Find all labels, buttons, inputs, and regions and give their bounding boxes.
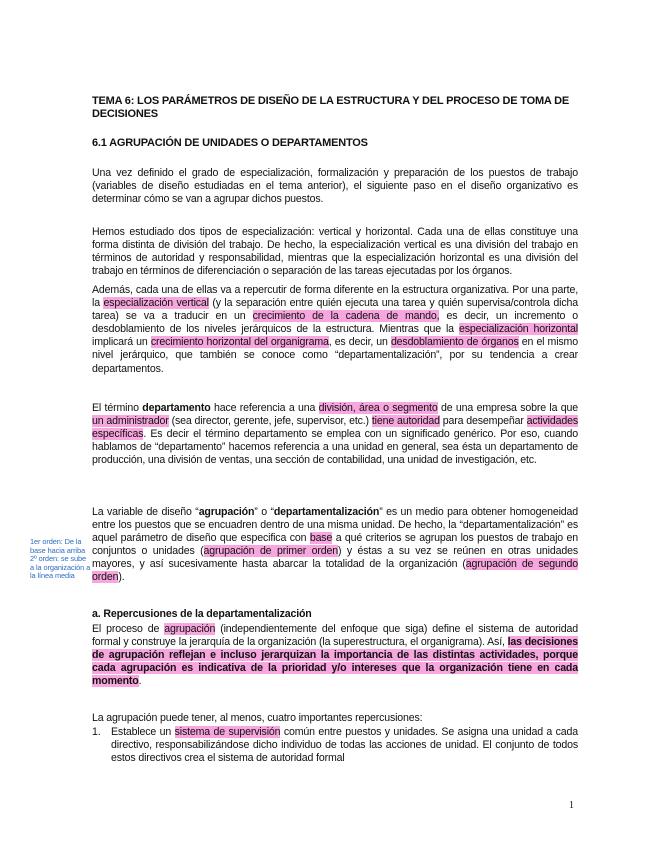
highlight: desdoblamiento de órganos [390,336,519,349]
paragraph-agrupacion [92,506,578,585]
list-number: 1. [92,726,101,738]
paragraph-departamento [92,402,578,467]
highlight: tiene autoridad [371,415,440,428]
page-number: 1 [569,800,574,811]
highlight-bold: las decisiones de agrupación reflejan e incluso jerarquizan la importancia de las distintas actividades, porque cada agrupación es indicativa de la prioridad y/o intereses que la organización tiene en cada momento [92,636,578,688]
text: . [138,675,142,688]
section-heading: 6.1 AGRUPACIÓN DE UNIDADES O DEPARTAMENTOS [92,137,368,149]
highlight: actividades específicas [92,415,578,441]
text: hace referencia a una [210,402,319,414]
bold-term: departamento [142,402,211,414]
bold-term: agrupación [198,506,255,518]
text: común entre puestos y unidades. Se asigna una unidad a cada directivo, responsabilizándose dicho individuo de todas las acciones de unidad. El conjunto de todos estos directivos crea el sistema de autoridad formal [111,726,578,765]
list-item [92,726,578,765]
subsection-heading: a. Repercusiones de la departamentalización [92,608,312,620]
highlight: especialización horizontal [458,323,578,336]
text: en el mismo nivel jerárquico, que también se conoce como “departamentalización”, por su tendencia a crear departamentos. [92,336,578,375]
text: . Es decir el término departamento se emplea con un significado genérico. Por eso, cuando hablamos de “departamento” hacemos referencia a una unidad en general, sea ésta un departamento de producción, una división de ventas, una sección de contabilidad, una unidad de investigación, etc. [92,428,578,467]
highlight: agrupación de primer orden [203,545,338,558]
highlight: especialización vertical [103,297,209,310]
paragraph-especializacion: Hemos estudiado dos tipos de especialización: vertical y horizontal. Cada una de ellas constituye una forma distinta de división del trabajo. De hecho, la especialización vertical es una división del trabajo en términos de autoridad y responsabilidad, mientras que la especialización horizontal es una división del trabajo en términos de diferenciación o separación de las tareas ejecutadas por los órganos. [92,226,578,278]
highlight: crecimiento horizontal del organigrama [150,336,329,349]
text: , es decir, un [328,336,391,349]
text: El término [92,402,143,414]
highlight: sistema de supervisión [174,726,281,738]
paragraph-repercusion [92,284,578,376]
margin-annotation: 1er orden: De la base hacia arriba 2º orden: se sube a la organización a la línea media [30,537,91,581]
text: es decir, un incremento o desdoblamiento de los niveles jerárquicos de la estructura. Mientras que la [92,310,579,336]
text: de una empresa sobre la que [437,402,578,414]
text: (y la separación entre quién ejecuta una tarea y quién supervisa/controla dicha tarea) se va a traducir en un [92,297,578,323]
text: para desempeñar [439,415,527,428]
text: Establece un [111,726,175,738]
bold-term: departamentalización [273,506,380,518]
text: ” o “ [254,506,274,518]
text: ” es un medio para obtener homogeneidad entre los puestos que se encuadren dentro de una misma unidad. De hecho, la “departamentalización” es aquel parámetro de diseño que especifica con [92,506,578,545]
highlight: división, área o segmento [318,402,438,414]
text: (independientemente del enfoque que siga) define el sistema de autoridad formal y construye la jerarquía de la organización (la superestructura, el organigrama). Así, [92,623,578,649]
highlight: base [309,532,333,545]
highlight: agrupación de segundo orden [92,558,579,584]
text: a qué criterios se agrupan los puestos de trabajo en conjuntos o unidades ( [92,532,579,558]
highlight: crecimiento de la cadena de mando, [252,310,440,323]
text: ). [118,571,125,584]
text: ) y éstas a su vez se reúnen en otras unidades mayores, y así sucesivamente hasta abarcar la totalidad de la organización ( [92,545,578,571]
paragraph-intro: Una vez definido el grado de especialización, formalización y preparación de los puestos de trabajo (variables de diseño estudiadas en el tema anterior), el siguiente paso en el diseño organizativo es determinar cómo se van a agrupar dichos puestos. [92,167,578,206]
text: (sea director, gerente, jefe, supervisor, etc.) [168,415,372,428]
highlight: agrupación [164,623,216,635]
paragraph-repercusiones-intro: La agrupación puede tener, al menos, cuatro importantes repercusiones: [92,712,423,724]
text: implicará un [92,336,151,349]
text: La variable de diseño “ [92,506,199,518]
paragraph-proceso [92,623,578,688]
text: El proceso de [92,623,165,635]
text: Además, cada una de ellas va a repercutir de forma diferente en la estructura organizativa. Por una parte, la [92,284,578,310]
highlight: un administrador [92,415,169,428]
document-title: TEMA 6: LOS PARÁMETROS DE DISEÑO DE LA ESTRUCTURA Y DEL PROCESO DE TOMA DE DECISIONES [92,95,569,120]
